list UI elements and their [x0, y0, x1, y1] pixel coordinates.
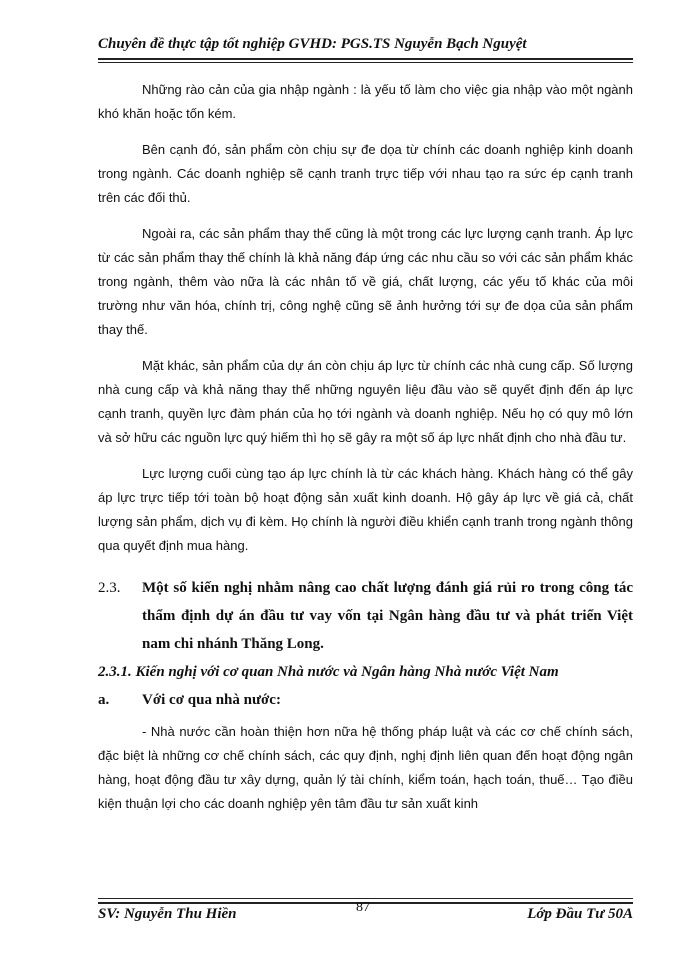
section-2-3-1-heading: 2.3.1. Kiến nghị với cơ quan Nhà nước và Ngân hàng Nhà nước Việt Nam	[98, 664, 559, 680]
section-2-3-heading	[98, 574, 633, 658]
paragraph: Những rào cản của gia nhập ngành : là yếu tố làm cho việc gia nhập vào một ngành khó khăn hoặc tốn kém.	[98, 82, 633, 121]
page-number: 87	[356, 900, 370, 915]
paragraph: Lực lượng cuối cùng tạo áp lực chính là từ các khách hàng. Khách hàng có thể gây áp lực trực tiếp tới toàn bộ hoạt động sản xuất kinh doanh. Hộ gây áp lực về giá cả, chất lượng sản phẩm, dịch vụ đi kèm. Họ chính là người điều khiển cạnh tranh trong ngành thông qua quyết định mua hàng.	[98, 466, 633, 553]
page-header: Chuyên đề thực tập tốt nghiệp GVHD: PGS.TS Nguyễn Bạch Nguyệt	[98, 36, 527, 52]
section-title: Một số kiến nghị nhằm nâng cao chất lượng đánh giá rủi ro trong công tác thẩm định dự án đầu tư vay vốn tại Ngân hàng đầu tư và phát triển Việt nam chi nhánh Thăng Long.	[142, 580, 633, 652]
footer-student: SV: Nguyễn Thu Hiền	[98, 906, 237, 922]
footer-class: Lớp Đầu Tư 50A	[527, 906, 633, 922]
section-number: 2.3.	[98, 580, 121, 596]
section-a-heading	[98, 686, 633, 714]
paragraph: Ngoài ra, các sản phẩm thay thế cũng là một trong các lực lượng cạnh tranh. Áp lực từ các sản phẩm thay thế chính là khả năng đáp ứng các nhu cầu so với các sản phẩm khác trong ngành, thêm vào nữa là các nhân tố về giá, chất lượng, các yếu tố khác của môi trường như văn hóa, chính trị, công nghệ cũng sẽ ảnh hưởng tới sự đe dọa của sản phẩm thay thế.	[98, 226, 633, 337]
paragraph: Bên cạnh đó, sản phẩm còn chịu sự đe dọa từ chính các doanh nghiệp kinh doanh trong ngành. Các doanh nghiệp sẽ cạnh tranh trực tiếp với nhau tạo ra sức ép cạnh tranh trên các đối thủ.	[98, 142, 633, 205]
paragraph: - Nhà nước cần hoàn thiện hơn nữa hệ thống pháp luật và các cơ chế chính sách, đặc biệt là những cơ chế chính sách, các quy định, nghị định liên quan đến hoạt động ngân hàng, hoạt động đầu tư xây dựng, quản lý tài chính, kiểm toán, hạch toán, thuế… Tạo điều kiện thuận lợi cho các doanh nghiệp yên tâm đầu tư sản xuất kinh	[98, 724, 633, 811]
section-a-title: Với cơ qua nhà nước:	[142, 692, 281, 708]
header-rule-thin	[98, 62, 633, 63]
section-a-label: a.	[98, 692, 110, 708]
header-rule-thick	[98, 58, 633, 60]
paragraph: Mặt khác, sản phẩm của dự án còn chịu áp lực từ chính các nhà cung cấp. Số lượng nhà cung cấp và khả năng thay thế những nguyên liệu đầu vào sẽ quyết định đến áp lực cạnh tranh, quyền lực đàm phán của họ tới ngành và doanh nghiệp. Nếu họ có quy mô lớn và sở hữu các nguồn lực quý hiếm thì họ sẽ gây ra một số áp lực nhất định cho nhà đầu tư.	[98, 358, 633, 445]
page-body	[98, 78, 633, 828]
footer-rule-thin	[98, 898, 633, 899]
